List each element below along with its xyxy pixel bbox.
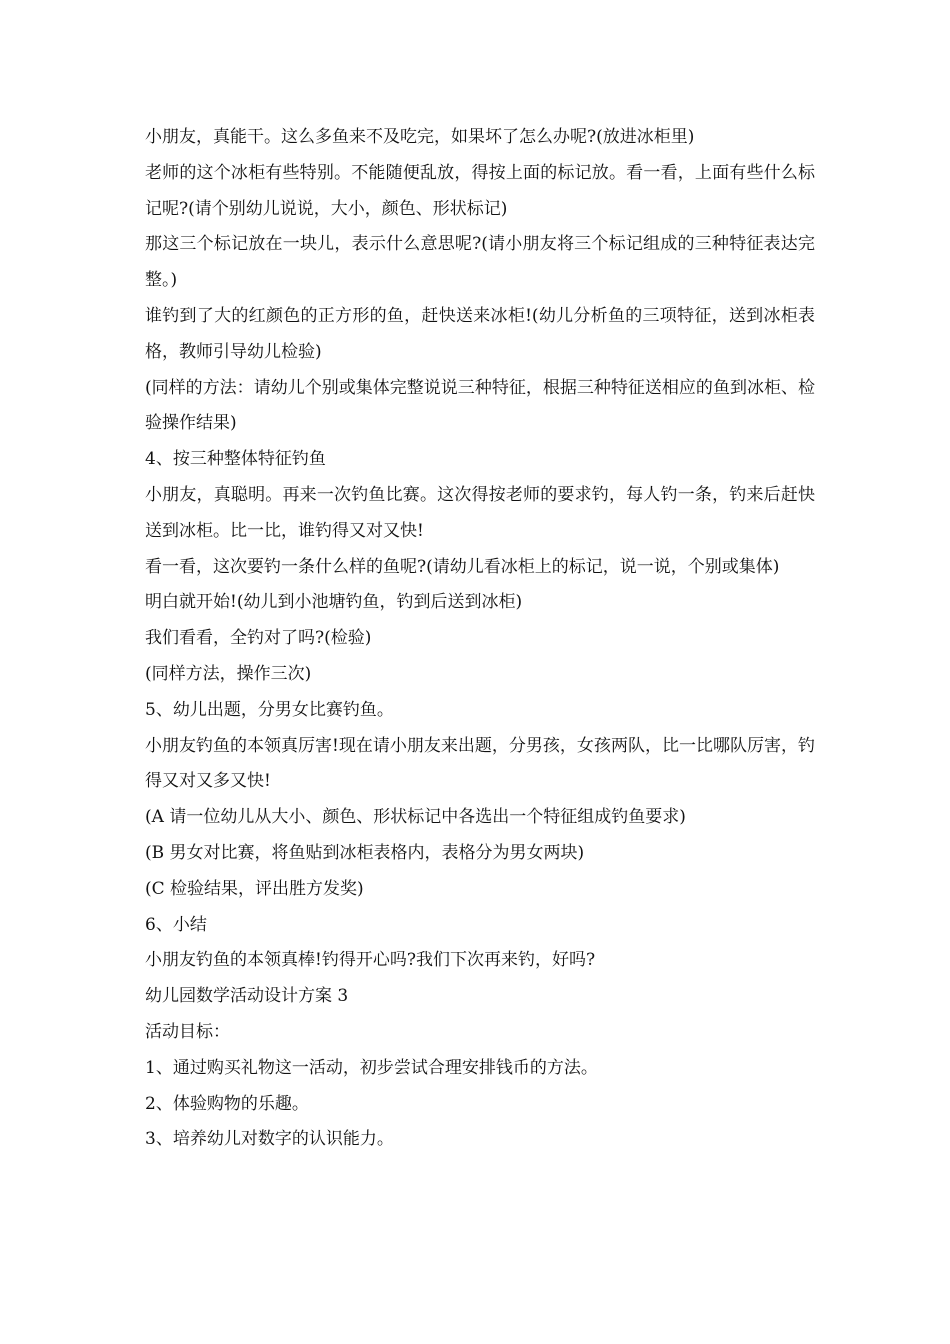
- paragraph: 老师的这个冰柜有些特别。不能随便乱放，得按上面的标记放。看一看，上面有些什么标记呢?(请个别幼儿说说，大小，颜色、形状标记): [145, 162, 815, 219]
- paragraph: (C 检验结果，评出胜方发奖): [145, 878, 364, 899]
- paragraph: (同样的方法：请幼儿个别或集体完整说说三种特征，根据三种特征送相应的鱼到冰柜、检验操作结果): [145, 377, 815, 434]
- paragraph: 明白就开始!(幼儿到小池塘钓鱼，钓到后送到冰柜): [145, 592, 523, 613]
- section-heading: 6、小结: [145, 914, 207, 935]
- document-body: [145, 120, 815, 1158]
- paragraph: (B 男女对比赛，将鱼贴到冰柜表格内，表格分为男女两块): [145, 842, 585, 863]
- list-item: 1、通过购买礼物这一活动，初步尝试合理安排钱币的方法。: [145, 1057, 598, 1078]
- paragraph: 那这三个标记放在一块儿，表示什么意思呢?(请小朋友将三个标记组成的三种特征表达完整。): [145, 234, 815, 291]
- paragraph: 小朋友钓鱼的本领真厉害!现在请小朋友来出题，分男孩，女孩两队，比一比哪队厉害，钓得又对又多又快!: [145, 735, 815, 792]
- paragraph: 小朋友，真聪明。再来一次钓鱼比赛。这次得按老师的要求钓，每人钓一条，钓来后赶快送到冰柜。比一比，谁钓得又对又快!: [145, 484, 815, 541]
- document-title: 幼儿园数学活动设计方案 3: [145, 986, 349, 1007]
- paragraph: 小朋友，真能干。这么多鱼来不及吃完，如果坏了怎么办呢?(放进冰柜里): [145, 127, 695, 147]
- paragraph: 谁钓到了大的红颜色的正方形的鱼，赶快送来冰柜!(幼儿分析鱼的三项特征，送到冰柜表格，教师引导幼儿检验): [145, 305, 815, 362]
- paragraph: (同样方法，操作三次): [145, 663, 312, 684]
- paragraph: 我们看看，全钓对了吗?(检验): [145, 628, 372, 649]
- paragraph: 看一看，这次要钓一条什么样的鱼呢?(请幼儿看冰柜上的标记，说一说，个别或集体): [145, 556, 780, 577]
- paragraph: 小朋友钓鱼的本领真棒!钓得开心吗?我们下次再来钓，好吗?: [145, 950, 596, 971]
- section-heading: 5、幼儿出题，分男女比赛钓鱼。: [145, 699, 394, 720]
- section-heading: 活动目标：: [145, 1021, 230, 1042]
- paragraph: (A 请一位幼儿从大小、颜色、形状标记中各选出一个特征组成钓鱼要求): [145, 807, 686, 828]
- list-item: 2、体验购物的乐趣。: [145, 1093, 309, 1114]
- section-heading: 4、按三种整体特征钓鱼: [145, 449, 326, 470]
- list-item: 3、培养幼儿对数字的认识能力。: [145, 1129, 394, 1150]
